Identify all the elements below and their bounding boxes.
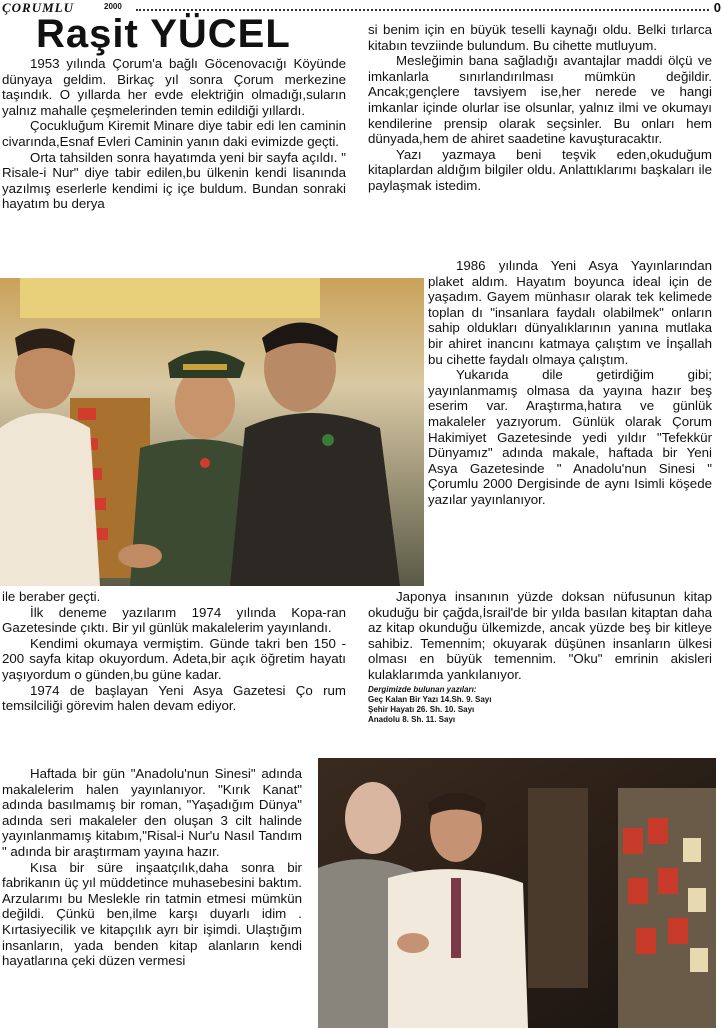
credit-line: Anadolu 8. Sh. 11. Sayı bbox=[368, 714, 456, 724]
column-1-top bbox=[2, 56, 346, 212]
credits-heading: Dergimizde bulunan yazıları: bbox=[368, 684, 477, 694]
page-marker: 0 bbox=[713, 0, 721, 15]
header-divider bbox=[136, 9, 709, 11]
column-2-narrow bbox=[428, 258, 712, 508]
paragraph: Kısa bir süre inşaatçılık,daha sonra bir fabrikanın üç yıl müddetince muhasebesini baktım. Arzularımı bu Meslekle rin tatmin etmesi mümkün değildi. Çünkü ben,ilme karşı duyarlı idim . Kırtasiyecilik ve kitapçılık ayrı bir işimdi. Ulaştığım insanların, yada benden kitap alanların kendi hayatlarına çeki düzen vermesi bbox=[2, 859, 302, 969]
article-title: Raşit YÜCEL bbox=[36, 12, 291, 56]
paragraph: si benim için en büyük teselli kaynağı oldu. Belki tırlarca kitabın tevziinde bulundum. Bu cihette mutluyum. bbox=[368, 22, 712, 53]
paragraph: Orta tahsilden sonra hayatımda yeni bir sayfa açıldı. " Risale-i Nur" diye tabir edilen,bu ülkenin kendi lisanında yazılmış eserlerle kendimi iç içe buldum. Bundan sonraki hayatım bu derya bbox=[2, 149, 346, 212]
paragraph: 1986 yılında Yeni Asya Yayınlarından plaket aldım. Hayatım boyunca ideal için de yaşadım. Gayem münhasır olarak tek kelimede toplan dı "insanlara faydalı olabilmek" onların sahip oldukları dünyalıklarının yanına mutlaka bir ahiret inancını katmaya çalıştım ve İnşallah bu cihette faydalı olmaya çalıştım. bbox=[428, 258, 712, 367]
paragraph: Mesleğimin bana sağladığı avantajlar maddi ölçü ve imkanlarla sınırlandırılması mümkün değildir. Ancak;gençlere tavsiyem ise,her nerede ve hangi imkanlar içinde olurlar ise olsunlar, yalnız ilmi ve okumayı kendilerine prensip olarak seçsinler. Bu onları hem dünyada,hem de ahiret saadetine kavuşturacaktır. bbox=[368, 53, 712, 147]
paragraph: 1953 yılında Çorum'a bağlı Göcenovacığı Köyünde dünyaya geldim. Birkaç yıl sonra Çorum merkezine taşındık. O yıllarda her evde elektriğin olmadığı,suların yalnız mahalle çeşmelerinden temin edildiği yıllardı. bbox=[2, 56, 346, 118]
paragraph: Japonya insanının yüzde doksan nüfusunun kitap okuduğu bir çağda,İsrail'de bir yılda basılan kitaptan daha az kitap okunduğu ülkemizde, ancak yüzde beş bir kitleye sahibiz. Temennim; okuyarak düşünen insanların ülkesi olması en büyük temennim. "Oku" emrinin akisleri kulaklarımda yankılanıyor. bbox=[368, 589, 712, 682]
article-credits bbox=[368, 685, 712, 725]
photo-bookstand bbox=[318, 758, 716, 1028]
credit-line: Geç Kalan Bir Yazı 14.Sh. 9. Sayı bbox=[368, 694, 492, 704]
paragraph: 1974 de başlayan Yeni Asya Gazetesi Ço rum temsilciliği görevim halen devam ediyor. bbox=[2, 682, 346, 714]
paragraph: Yazı yazmaya beni teşvik eden,okuduğum kitaplardan aldığım bilgiler oldu. Anlattıklarımı başkaları ile paylaşmak istedim. bbox=[368, 146, 712, 193]
photo-handshake bbox=[0, 278, 424, 586]
column-1-middle bbox=[2, 589, 346, 714]
credit-line: Şehir Hayatı 26. Sh. 10. Sayı bbox=[368, 704, 475, 714]
magazine-name: ÇORUMLU bbox=[2, 0, 75, 15]
column-1-narrow bbox=[2, 766, 302, 969]
photo-handshake-image bbox=[0, 278, 424, 586]
column-2-bottom bbox=[368, 589, 712, 725]
photo-bookstand-image bbox=[318, 758, 716, 1028]
column-2-top bbox=[368, 22, 712, 194]
paragraph: İlk deneme yazılarım 1974 yılında Kopa-ran Gazetesinde çıktı. Bir yıl günlük makalelerim yayınlandı. bbox=[2, 604, 346, 636]
magazine-year: 2000 bbox=[104, 2, 122, 11]
paragraph: Kendimi okumaya vermiştim. Günde takri ben 150 - 200 sayfa kitap okuyordum. Adeta,bir açık öğretim hayatı yaşıyordum o günden,bu güne kadar. bbox=[2, 635, 346, 682]
paragraph: Yukarıda dile getirdiğim gibi; yayınlanmamış olmasa da yayına hazır beş eserim var. Araştırma,hatıra ve günlük makaleler yazıyorum. Günlük olarak Çorum Hakimiyet Gazetesinde yedi yıldır "Tefekkür Dünyamız" adında makale, haftada bir Yeni Asya Gazetesinde " Anadolu'nun Sinesi " Çorumlu 2000 Dergisinde de aynı Isimli köşede yazılar yayınlanıyor. bbox=[428, 367, 712, 507]
paragraph: ile beraber geçti. bbox=[2, 589, 101, 604]
paragraph: Çocukluğum Kiremit Minare diye tabir edi len caminin civarında,Esnaf Evleri Caminin yanın daki evimizde geçti. bbox=[2, 118, 346, 149]
paragraph: Haftada bir gün "Anadolu'nun Sinesi" adında makalelerim halen yayınlanıyor. "Kırık Kanat" adında basılmamış bir roman, "Yaşadığım Dünya" adında seri makaleler den oluşan 3 cilt halinde yayınlanmamış kitabım,"Risal-i Nur'u Nasıl Tandım " adında bir araştırmam yayına hazır. bbox=[2, 766, 302, 859]
